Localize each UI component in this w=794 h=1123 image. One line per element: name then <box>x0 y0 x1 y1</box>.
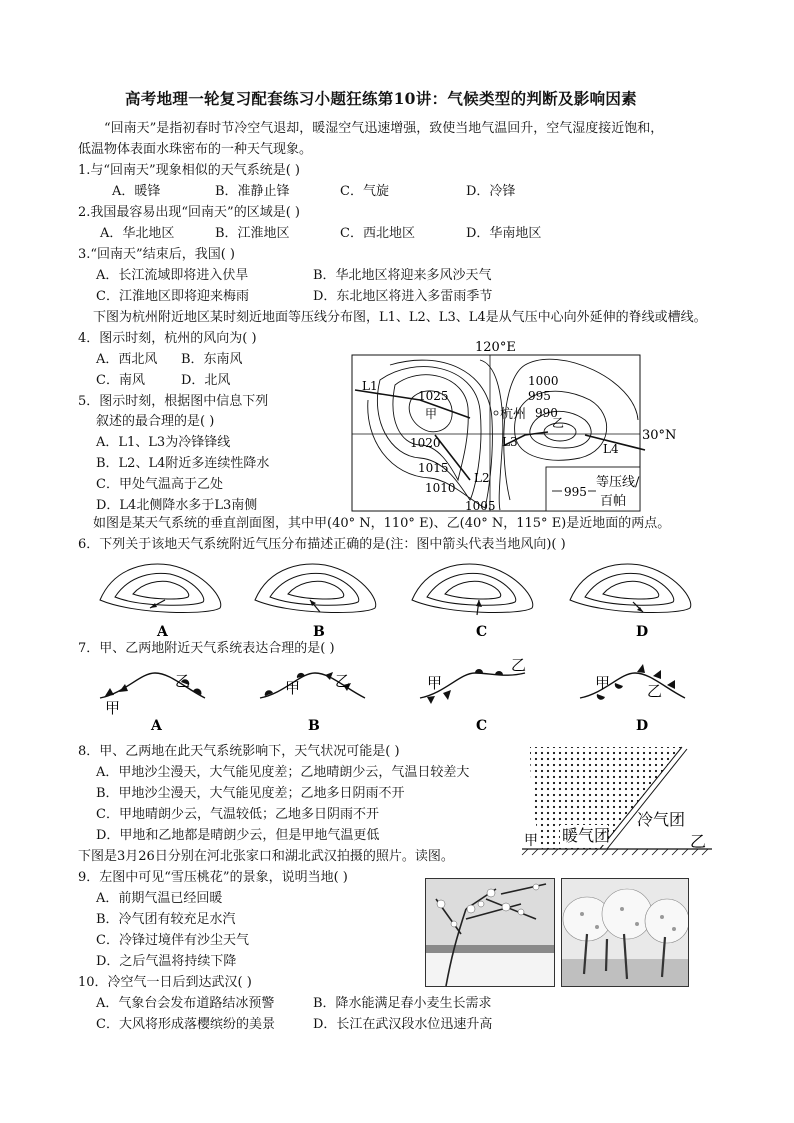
iso-1015: 1015 <box>418 461 449 475</box>
map-yi: 乙 <box>552 416 565 430</box>
q8-stem: 8．甲、乙两地在此天气系统影响下，天气状况可能是( ) <box>78 744 400 759</box>
q6-label-b: B <box>313 624 325 640</box>
iso-1000: 1000 <box>528 374 559 388</box>
q6-label-d: D <box>636 624 649 640</box>
iso-1010: 1010 <box>425 481 456 495</box>
q9-stem: 9．左图中可见“雪压桃花”的景象，说明当地( ) <box>78 870 348 885</box>
map-hangzhou: 杭州 <box>500 407 527 422</box>
q10-stem: 10．冷空气一日后到达武汉( ) <box>78 975 252 990</box>
q7-c-jia: 甲 <box>427 674 443 692</box>
q4-option-b: B．东南风 <box>181 352 243 367</box>
legend-text-1: 等压线/ <box>596 475 640 490</box>
map-jia: 甲 <box>425 407 438 421</box>
q7-label-d: D <box>636 718 649 734</box>
q8-option-a: A．甲地沙尘漫天，大气能见度差；乙地晴朗少云，气温日较差大 <box>96 765 470 780</box>
q6-label-c: C <box>476 624 488 640</box>
q1-option-b: B．准静止锋 <box>215 184 290 199</box>
q8-option-b: B．甲地沙尘漫天，大气能见度差；乙地多日阴雨不开 <box>96 786 405 801</box>
warm-air-label: 暖气团 <box>562 826 611 845</box>
intro-line-2: 低温物体表面水珠密布的一种天气现象。 <box>78 142 313 157</box>
front-section-figure <box>522 745 712 857</box>
q9-option-b: B．冷气团有较充足水汽 <box>96 912 236 927</box>
photo-wuhan <box>561 878 689 987</box>
line-l4: L4 <box>603 442 619 456</box>
q7-d-jia: 甲 <box>595 674 611 692</box>
q5-option-b: B．L2、L4附近多连续性降水 <box>96 456 270 471</box>
intro-line-1: “回南天”是指初春时节冷空气退却，暖湿空气迅速增强，致使当地气温回升，空气湿度接近饱和， <box>104 121 664 136</box>
q9-option-c: C．冷锋过境伴有沙尘天气 <box>96 933 249 948</box>
q7-label-b: B <box>308 718 320 734</box>
q6-label-a: A <box>157 624 168 640</box>
q5-option-c: C．甲处气温高于乙处 <box>96 477 223 492</box>
q7-c-yi: 乙 <box>511 656 527 674</box>
q2-option-b: B．江淮地区 <box>215 226 290 241</box>
q7-label-c: C <box>476 718 488 734</box>
section-jia: 甲 <box>524 833 538 849</box>
line-l3: L3 <box>502 435 518 449</box>
iso-995: 995 <box>528 389 551 403</box>
q6-figures <box>95 560 715 640</box>
q10-option-a: A．气象台会发布道路结冰预警 <box>96 996 275 1011</box>
q4-stem: 4．图示时刻，杭州的风向为( ) <box>78 331 257 346</box>
legend-text-2: 百帕 <box>600 494 627 509</box>
iso-1005: 1005 <box>465 499 496 513</box>
q6-stem: 6．下列关于该地天气系统附近气压分布描述正确的是(注：图中箭头代表当地风向)( ) <box>78 537 566 552</box>
q4-option-c: C．南风 <box>96 373 145 388</box>
page-title: 高考地理一轮复习配套练习小题狂练第10讲：气候类型的判断及影响因素 <box>125 89 637 108</box>
q5-stem-1: 5．图示时刻，根据图中信息下列 <box>78 394 269 409</box>
q7-stem: 7．甲、乙两地附近天气系统表达合理的是( ) <box>78 641 335 656</box>
q1-option-d: D．冷锋 <box>466 184 516 199</box>
q2-stem: 2.我国最容易出现“回南天”的区域是( ) <box>78 205 300 220</box>
q10-option-c: C．大风将形成落樱缤纷的美景 <box>96 1017 275 1032</box>
q9-option-d: D．之后气温将持续下降 <box>96 954 237 969</box>
q10-option-d: D．长江在武汉段水位迅速升高 <box>313 1017 493 1032</box>
q1-stem: 1.与“回南天”现象相似的天气系统是( ) <box>78 163 300 178</box>
q5-option-a: A．L1、L3为冷锋锋线 <box>96 435 231 450</box>
q3-option-d: D．东北地区将进入多雷雨季节 <box>313 289 493 304</box>
q3-option-c: C．江淮地区即将迎来梅雨 <box>96 289 249 304</box>
lat-label: 30°N <box>642 428 677 443</box>
iso-990: 990 <box>535 406 558 420</box>
photo-zhangjiakou <box>425 878 555 987</box>
q4-option-d: D．北风 <box>181 373 231 388</box>
q1-option-c: C．气旋 <box>340 184 389 199</box>
line-l2: L2 <box>474 471 490 485</box>
map-intro: 下图为杭州附近地区某时刻近地面等压线分布图，L1、L2、L3、L4是从气压中心向外延伸的脊线或槽线。 <box>93 310 707 325</box>
q2-option-d: D．华南地区 <box>466 226 542 241</box>
q2-option-a: A．华北地区 <box>100 226 175 241</box>
section-intro: 如图是某天气系统的垂直剖面图，其中甲(40° N，110° E)、乙(40° N，115° E)是近地面的两点。 <box>93 516 671 531</box>
q10-option-b: B．降水能满足春小麦生长需求 <box>313 996 492 1011</box>
q8-option-d: D．甲地和乙地都是晴朗少云，但是甲地气温更低 <box>96 828 380 843</box>
cold-air-label: 冷气团 <box>637 810 686 829</box>
q7-a-jia: 甲 <box>105 699 121 717</box>
photo-intro: 下图是3月26日分别在河北张家口和湖北武汉拍摄的照片。读图。 <box>78 849 454 864</box>
line-l1: L1 <box>362 379 378 393</box>
q7-figures <box>95 658 715 738</box>
q5-option-d: D．L4北侧降水多于L3南侧 <box>96 498 258 513</box>
isobar-map <box>350 340 677 515</box>
q3-option-b: B．华北地区将迎来多风沙天气 <box>313 268 492 283</box>
q5-stem-2: 叙述的最合理的是( ) <box>96 414 215 429</box>
q2-option-c: C．西北地区 <box>340 226 415 241</box>
q1-option-a: A．暖锋 <box>112 184 161 199</box>
q4-option-a: A．西北风 <box>96 352 158 367</box>
q3-option-a: A．长江流域即将进入伏旱 <box>96 268 249 283</box>
q7-label-a: A <box>151 718 162 734</box>
q8-option-c: C．甲地晴朗少云，气温较低；乙地多日阴雨不开 <box>96 807 379 822</box>
q7-a-yi: 乙 <box>175 672 191 690</box>
legend-value: 995 <box>564 485 587 499</box>
section-yi: 乙 <box>690 832 707 851</box>
iso-1025: 1025 <box>418 389 449 403</box>
lon-label: 120°E <box>475 340 516 355</box>
iso-1020: 1020 <box>410 436 441 450</box>
q7-b-jia: 甲 <box>285 679 301 697</box>
q7-d-yi: 乙 <box>647 682 663 700</box>
q3-stem: 3.“回南天”结束后，我国( ) <box>78 247 235 262</box>
q9-option-a: A．前期气温已经回暖 <box>96 891 223 906</box>
q7-b-yi: 乙 <box>335 672 351 690</box>
